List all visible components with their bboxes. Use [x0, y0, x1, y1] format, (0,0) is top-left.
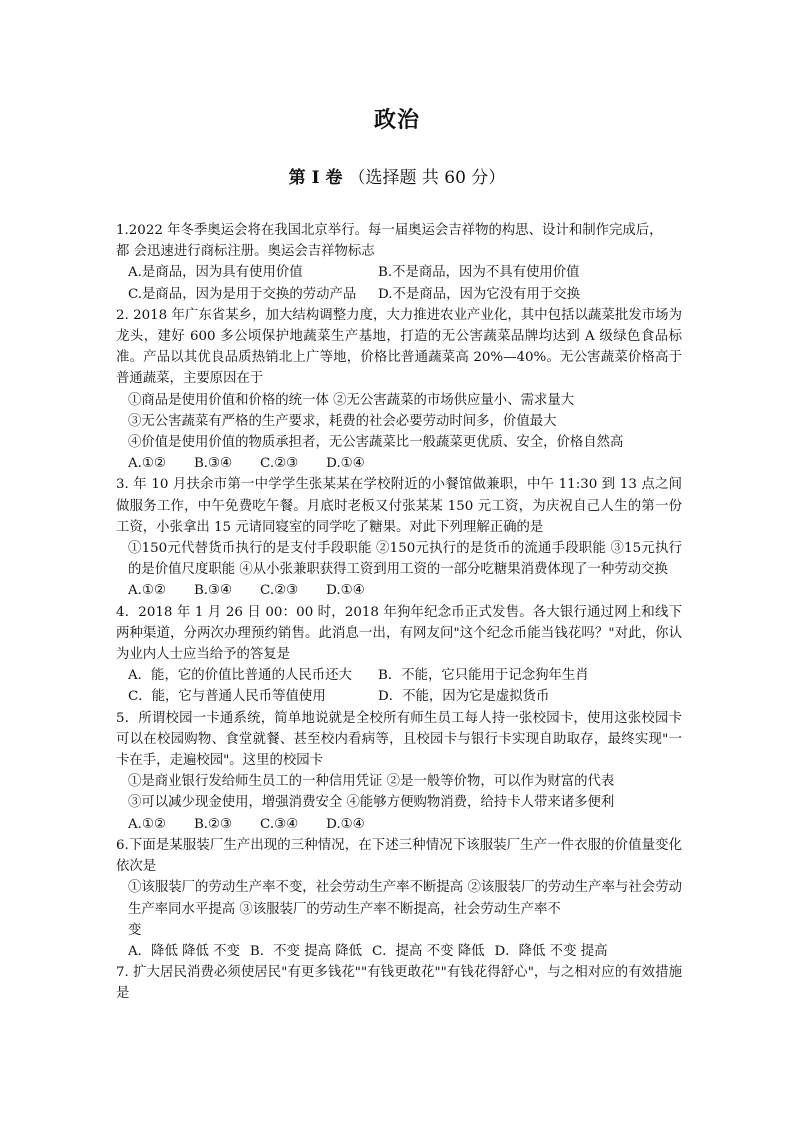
option-b: B.不是商品，因为不具有使用价值 — [378, 265, 580, 281]
choice-c: C.②③ — [260, 583, 299, 599]
question-5-item-2: ③可以减少现金使用，增强消费安全 ④能够方便购物消费，给持卡人带来诸多便利 — [128, 795, 615, 811]
choice-b: B．不变 提高 降低 — [249, 943, 363, 959]
choice-d: D.①④ — [326, 456, 365, 472]
option-a: A．能，它的价值比普通的人民币还大 — [128, 668, 352, 684]
question-6-stem: 6.下面是某服装厂生产出现的三种情况，在下述三种情况下该服装厂生产一件衣服的价值量变化依次是 — [116, 837, 682, 875]
question-3 — [116, 474, 682, 601]
questions — [116, 220, 682, 1005]
section-part: 第 I 卷 — [288, 168, 343, 188]
question-2 — [116, 305, 682, 475]
question-2-stem: 2. 2018 年广东省某乡，加大结构调整力度，大力推进农业产业化，其中包括以蔬菜批发市场为龙头，建好 600 多公顷保护地蔬菜生产基地，打造的无公害蔬菜品牌均达到 A 级绿色食品标准。产品以其优良品质热销北上广等地，价格比普通蔬菜高 20%—40%。无公害蔬菜价格高于普通蔬菜，主要原因在于 — [116, 307, 682, 387]
choice-a: A.①② — [128, 583, 166, 599]
question-2-item-3: ④价值是使用价值的物质承担者，无公害蔬菜比一般蔬菜更优质、安全，价格自然高 — [128, 435, 624, 451]
question-6-items: ①该服装厂的劳动生产率不变，社会劳动生产率不断提高 ②该服装厂的劳动生产率与社会劳动生产率同水平提高 ③该服装厂的劳动生产率不断提高，社会劳动生产率不 — [128, 880, 682, 917]
option-d: D．不能，因为它是虚拟货币 — [378, 689, 550, 705]
question-4-stem: 4．2018 年 1 月 26 日 00：00 时，2018 年狗年纪念币正式发售。各大银行通过网上和线下两种渠道，分两次办理预约销售。此消息一出，有网友问"这个纪念币能当钱花吗？"对此，你认为业内人士应当给予的答复是 — [116, 604, 682, 663]
question-2-item-2: ③无公害蔬菜有严格的生产要求，耗费的社会必要劳动时间多，价值最大 — [128, 413, 557, 429]
question-7-stem: 7. 扩大居民消费必须使居民"有更多钱花""有钱更敢花""有钱花得舒心"，与之相对应的有效措施是 — [116, 965, 682, 1002]
page-title: 政治 — [373, 107, 420, 133]
question-4-options-cd — [116, 686, 682, 707]
question-7 — [116, 962, 682, 1004]
question-6 — [116, 835, 682, 962]
question-6-choices — [116, 941, 682, 962]
question-6-items-end: 变 — [128, 922, 142, 938]
section-note: （选择题 共 60 分） — [348, 168, 506, 188]
option-a: A.是商品，因为具有使用价值 — [128, 265, 303, 281]
choice-d: D.①④ — [326, 816, 365, 832]
question-4 — [116, 602, 682, 708]
question-1-options-ab — [116, 262, 682, 283]
choice-b: B.②③ — [193, 816, 233, 832]
choice-b: B.③④ — [193, 456, 233, 472]
choice-a: A.①② — [128, 816, 166, 832]
choice-d: D．降低 不变 提高 — [494, 943, 608, 959]
question-5-choices — [116, 814, 682, 835]
question-5-item-1: ①是商业银行发给师生员工的一种信用凭证 ②是一般等价物，可以作为财富的代表 — [128, 774, 615, 790]
question-1-stem-line1: 1.2022 年冬季奥运会将在我国北京举行。每一届奥运会吉祥物的构思、设计和制作完成后， — [116, 223, 663, 238]
question-4-options-ab — [116, 665, 682, 686]
question-2-choices — [116, 453, 682, 474]
option-c: C．能，它与普通人民币等值使用 — [128, 689, 326, 705]
section-heading — [0, 163, 794, 188]
question-5-stem: 5．所谓校园一卡通系统，简单地说就是全校所有师生员工每人持一张校园卡，使用这张校园卡可以在校园购物、食堂就餐、甚至校内看病等，且校园卡与银行卡实现自助取存，最终实现"一卡在手，走遍校园"。这里的校园卡 — [116, 710, 682, 769]
choice-c: C.②③ — [260, 456, 299, 472]
question-3-items: ①150元代替货币执行的是支付手段职能 ②150元执行的是货币的流通手段职能 ③15元执行的是价值尺度职能 ④从小张兼职获得工资到用工资的一部分吃糖果消费体现了一种劳动交换 — [128, 541, 682, 578]
option-c: C.是商品，因为是用于交换的劳动产品 — [128, 286, 357, 302]
question-3-choices — [116, 580, 682, 601]
choice-a: A．降低 降低 不变 — [128, 943, 240, 959]
choice-c: C.③④ — [260, 816, 299, 832]
choice-a: A.①② — [128, 456, 166, 472]
question-1 — [116, 220, 682, 305]
choice-d: D.①④ — [326, 583, 365, 599]
choice-c: C．提高 不变 降低 — [372, 943, 485, 959]
question-1-options-cd — [116, 284, 682, 305]
option-d: D.不是商品，因为它没有用于交换 — [378, 286, 580, 302]
question-2-item-1: ①商品是使用价值和价格的统一体 ②无公害蔬菜的市场供应量小、需求量大 — [128, 392, 575, 408]
question-5 — [116, 708, 682, 835]
choice-b: B.③④ — [193, 583, 233, 599]
option-b: B．不能，它只能用于记念狗年生肖 — [378, 668, 589, 684]
question-1-stem-line2: 都 会迅速进行商标注册。奥运会吉祥物标志 — [116, 244, 375, 260]
question-3-stem: 3. 年 10 月扶余市第一中学学生张某某在学校附近的小餐馆做兼职，中午 11:30 到 13 点之间做服务工作，中午免费吃午餐。月底时老板又付张某某 150 元工资，为庆祝自己人生的第一份工资，小张拿出 15 元请同寝室的同学吃了糖果。对此下列理解正确的是 — [116, 477, 682, 535]
